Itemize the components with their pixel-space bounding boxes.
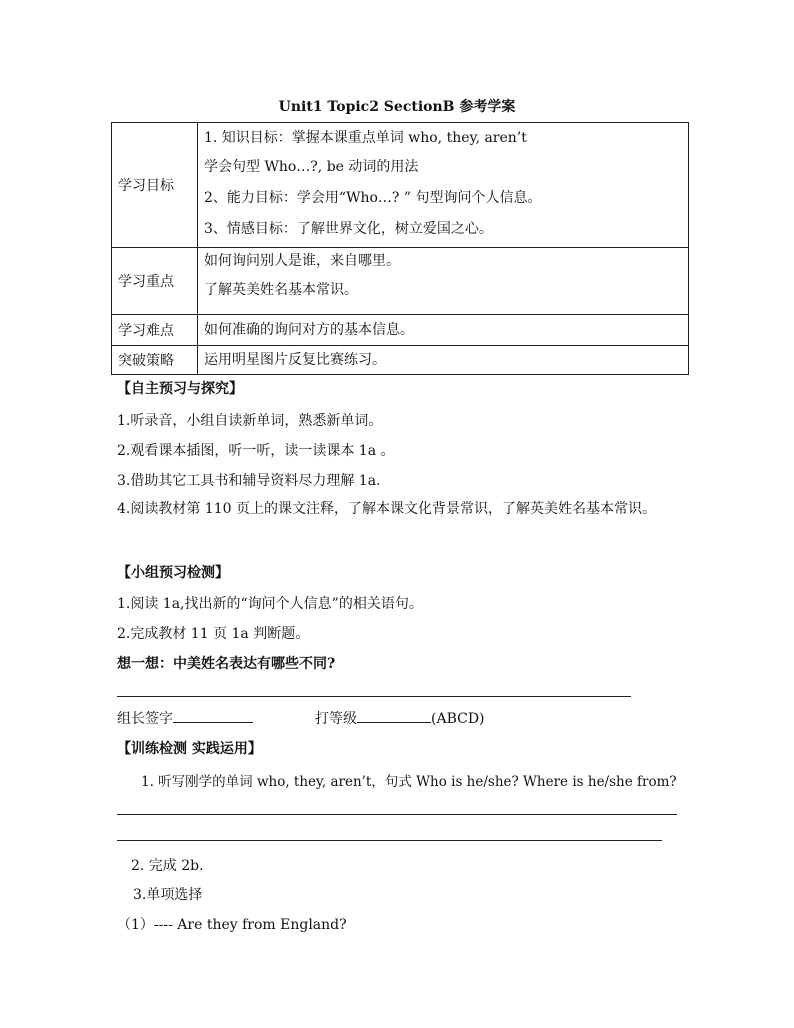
content-line: 运用明星图片反复比赛练习。 — [204, 351, 386, 368]
content-line: 1. 知识目标：掌握本课重点单词 who, they, aren’t — [204, 130, 527, 146]
learning-plan-table — [111, 122, 689, 375]
row-label: 突破策略 — [112, 346, 198, 375]
leader-signature-blank[interactable] — [173, 708, 253, 723]
sign-row — [117, 708, 485, 728]
grade-blank[interactable] — [357, 708, 431, 723]
row-label: 学习难点 — [112, 315, 198, 346]
grade-options: (ABCD) — [431, 711, 485, 727]
content-line: 如何询问别人是谁，来自哪里。 — [204, 253, 400, 269]
leader-signature-label: 组长签字 — [117, 711, 173, 727]
list-item: 1.听录音，小组自读新单词，熟悉新单词。 — [117, 413, 383, 429]
row-label: 学习目标 — [112, 123, 198, 248]
section-heading: 【自主预习与探究】 — [117, 381, 243, 397]
list-item: 1.阅读 1a,找出新的“询问个人信息”的相关语句。 — [117, 596, 423, 612]
table-row — [112, 315, 689, 346]
row-label: 学习重点 — [112, 248, 198, 315]
table-row — [112, 346, 689, 375]
list-item: 2.完成教材 11 页 1a 判断题。 — [117, 626, 310, 642]
grade-label: 打等级 — [315, 711, 357, 727]
answer-line — [117, 696, 631, 697]
answer-line — [117, 814, 677, 815]
section-heading: 【训练检测 实践运用】 — [117, 741, 262, 757]
row-content — [198, 248, 689, 315]
content-line: 了解英美姓名基本常识。 — [204, 282, 358, 298]
answer-line — [117, 840, 662, 841]
content-line: 学会句型 Who…?, be 动词的用法 — [204, 159, 419, 175]
row-content — [198, 346, 689, 375]
list-item: （1）---- Are they from England? — [117, 917, 347, 933]
page-title: Unit1 Topic2 SectionB 参考学案 — [278, 99, 516, 115]
list-item: 2.观看课本插图，听一听，读一读课本 1a 。 — [117, 443, 395, 459]
section-heading: 【小组预习检测】 — [117, 565, 229, 581]
list-item: 3.借助其它工具书和辅导资料尽力理解 1a. — [117, 473, 381, 489]
table-row — [112, 123, 689, 248]
table-row — [112, 248, 689, 315]
list-item: 4.阅读教材第 110 页上的课文注释，了解本课文化背景常识，了解英美姓名基本常识。 — [117, 501, 656, 517]
row-content — [198, 315, 689, 346]
content-line: 2、能力目标：学会用“Who…? ” 句型询问个人信息。 — [204, 190, 542, 206]
content-line: 3、情感目标：了解世界文化，树立爱国之心。 — [204, 221, 493, 237]
think-question: 想一想：中美姓名表达有哪些不同? — [117, 656, 336, 672]
list-item: 2. 完成 2b. — [131, 858, 204, 874]
list-item: 3.单项选择 — [133, 887, 203, 903]
row-content — [198, 123, 689, 248]
content-line: 如何准确的询问对方的基本信息。 — [204, 321, 414, 338]
list-item: 1. 听写刚学的单词 who, they, aren’t，句式 Who is he/she? Where is he/she from? — [141, 774, 677, 790]
